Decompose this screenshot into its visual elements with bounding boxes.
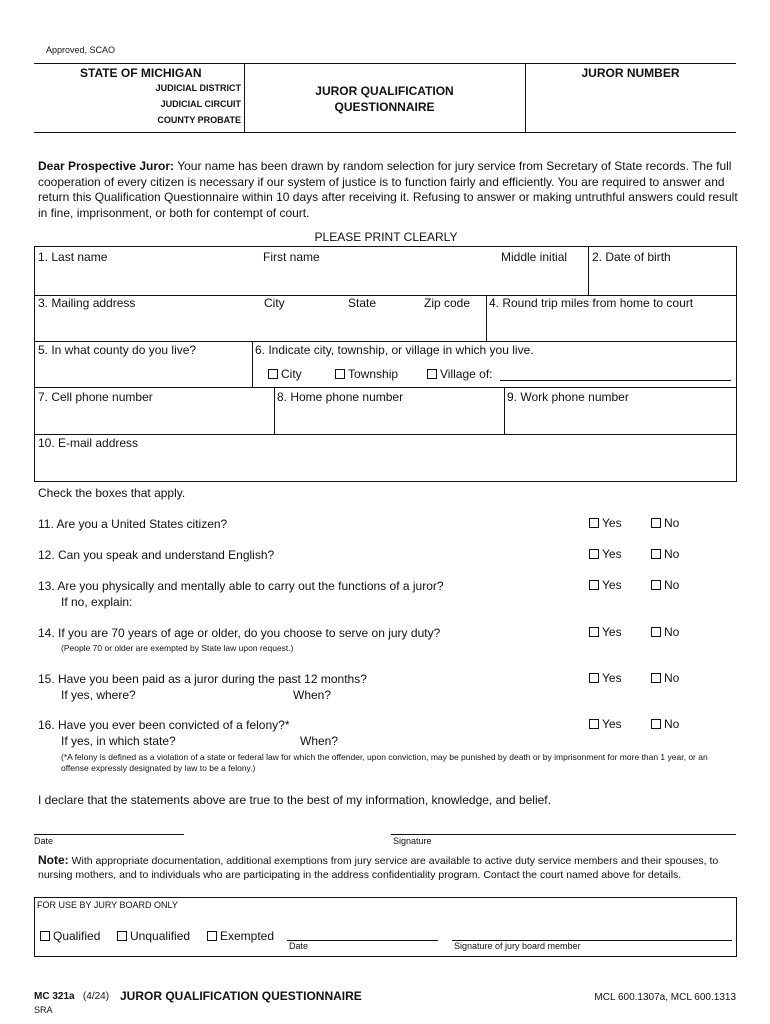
checkbox-q12-no[interactable] [651, 549, 661, 559]
q16-no[interactable]: No [651, 717, 679, 731]
county-field[interactable] [36, 360, 250, 385]
checkbox-q13-yes[interactable] [589, 580, 599, 590]
checkbox-q13-no[interactable] [651, 580, 661, 590]
miles-field[interactable] [488, 312, 735, 339]
board-date-label: Date [289, 941, 309, 951]
board-exempted[interactable]: Exempted [207, 929, 274, 943]
checkbox-q11-yes[interactable] [589, 518, 599, 528]
juror-number-label: JUROR NUMBER [581, 66, 680, 80]
q15-yes[interactable]: Yes [589, 671, 622, 685]
question-14: 14. If you are 70 years of age or older, do you choose to serve on jury duty? [38, 626, 441, 640]
last-name-label: 1. Last name [38, 250, 108, 264]
question-16-when: When? [300, 734, 339, 748]
question-13-explain: If no, explain: [61, 595, 133, 609]
court-judicial-circuit: JUDICIAL CIRCUIT [160, 99, 241, 109]
miles-label: 4. Round trip miles from home to court [489, 296, 694, 310]
q11-no[interactable]: No [651, 516, 679, 530]
board-signature-label: Signature of jury board member [454, 941, 581, 951]
state-label: STATE OF MICHIGAN [80, 66, 202, 80]
jury-board-title: FOR USE BY JURY BOARD ONLY [37, 900, 178, 910]
checkbox-township[interactable] [335, 369, 345, 379]
check-intro: Check the boxes that apply. [38, 486, 186, 500]
mailing-address-field[interactable] [36, 312, 484, 339]
footer-law: MCL 600.1307a, MCL 600.1313 [594, 992, 736, 1003]
home-phone-label: 8. Home phone number [277, 390, 404, 404]
form-title-line1: JUROR QUALIFICATION [315, 84, 454, 98]
middle-initial-label: Middle initial [501, 250, 568, 264]
municipality-label: 6. Indicate city, township, or village in which you live. [255, 343, 534, 357]
juror-number-field[interactable] [530, 84, 730, 128]
form-revision: (4/24) [82, 991, 110, 1002]
intro-greeting: Dear Prospective Juror: [38, 159, 175, 173]
question-15: 15. Have you been paid as a juror during the past 12 months? [38, 672, 367, 686]
q13-yes[interactable]: Yes [589, 578, 622, 592]
q12-no[interactable]: No [651, 547, 679, 561]
q15-no[interactable]: No [651, 671, 679, 685]
q12-yes[interactable]: Yes [589, 547, 622, 561]
question-11: 11. Are you a United States citizen? [38, 517, 228, 531]
print-clearly: PLEASE PRINT CLEARLY [314, 230, 458, 244]
form-id [34, 990, 109, 1003]
form-number: MC 321a [34, 991, 75, 1002]
board-date-line[interactable] [287, 940, 438, 941]
note-text: With appropriate documentation, additional exemptions from jury service are available to active duty service members and their spouses, to nursing mothers, and to individuals who are participating in the address confidentiality program. Contact the court named above for details. [38, 855, 719, 881]
question-16: 16. Have you ever been convicted of a felony?* [38, 718, 290, 732]
footer-sra: SRA [34, 1005, 53, 1015]
q14-no[interactable]: No [651, 625, 679, 639]
work-phone-field[interactable] [506, 406, 735, 432]
checkbox-unqualified[interactable] [117, 931, 127, 941]
checkbox-q12-yes[interactable] [589, 549, 599, 559]
checkbox-city[interactable] [268, 369, 278, 379]
q14-yes[interactable]: Yes [589, 625, 622, 639]
note-label: Note: [38, 853, 69, 867]
home-phone-field[interactable] [276, 406, 502, 432]
question-16-note: (*A felony is defined as a violation of a state or federal law for which the offender, upon conviction, may be punished by death or by imprisonment for more than 1 year, or an offense expressly designated by law to be a felony.) [61, 752, 708, 773]
checkbox-q15-no[interactable] [651, 673, 661, 683]
intro-body: Your name has been drawn by random selection for jury service from Secretary of State records. The full cooperation of every citizen is necessary if our system of justice is to function fairly and efficiently. You are required to answer and return this Qualification Questionnaire within 10 days after receiving it. Refusing to answer or making untruthful answers could result in fine, imprisonment, or both for contempt of court. [38, 159, 738, 220]
checkbox-village[interactable] [427, 369, 437, 379]
question-16-where: If yes, in which state? [61, 734, 176, 748]
work-phone-label: 9. Work phone number [507, 390, 629, 404]
question-14-note: (People 70 or older are exempted by State law upon request.) [61, 643, 294, 653]
zip-label: Zip code [424, 296, 471, 310]
checkbox-q14-no[interactable] [651, 627, 661, 637]
q11-yes[interactable]: Yes [589, 516, 622, 530]
date-line[interactable] [34, 834, 184, 835]
question-15-where: If yes, where? [61, 688, 136, 702]
village-name-line[interactable] [500, 380, 731, 381]
city-label: City [264, 296, 285, 310]
question-13: 13. Are you physically and mentally able to carry out the functions of a juror? [38, 579, 444, 593]
checkbox-exempted[interactable] [207, 931, 217, 941]
question-12: 12. Can you speak and understand English? [38, 548, 275, 562]
board-qualified[interactable]: Qualified [40, 929, 100, 943]
state-field-label: State [348, 296, 377, 310]
footer-title: JUROR QUALIFICATION QUESTIONNAIRE [120, 989, 362, 1003]
approved-note: Approved, SCAO [46, 45, 116, 55]
court-county-probate: COUNTY PROBATE [157, 115, 241, 125]
signature-line[interactable] [391, 834, 736, 835]
email-label: 10. E-mail address [38, 436, 139, 450]
opt-township[interactable]: Township [335, 367, 398, 381]
checkbox-qualified[interactable] [40, 931, 50, 941]
opt-village[interactable]: Village of: [427, 367, 492, 381]
court-judicial-district: JUDICIAL DISTRICT [155, 83, 241, 93]
dob-label: 2. Date of birth [592, 250, 671, 264]
q16-yes[interactable]: Yes [589, 717, 622, 731]
declaration: I declare that the statements above are true to the best of my information, knowledge, and belief. [38, 793, 551, 807]
county-label: 5. In what county do you live? [38, 343, 197, 357]
cell-phone-label: 7. Cell phone number [38, 390, 153, 404]
cell-phone-field[interactable] [36, 406, 272, 432]
form-title-line2: QUESTIONNAIRE [334, 100, 435, 114]
dob-field[interactable] [590, 266, 735, 293]
checkbox-q14-yes[interactable] [589, 627, 599, 637]
note-paragraph [38, 853, 728, 882]
board-unqualified[interactable]: Unqualified [117, 929, 190, 943]
first-name-label: First name [263, 250, 320, 264]
intro-paragraph [38, 159, 738, 221]
question-15-when: When? [293, 688, 332, 702]
checkbox-q15-yes[interactable] [589, 673, 599, 683]
checkbox-q16-no[interactable] [651, 719, 661, 729]
checkbox-q16-yes[interactable] [589, 719, 599, 729]
date-label: Date [34, 836, 54, 846]
q13-no[interactable]: No [651, 578, 679, 592]
opt-city[interactable]: City [268, 367, 302, 381]
email-field[interactable] [36, 452, 735, 480]
mailing-address-label: 3. Mailing address [38, 296, 136, 310]
signature-label: Signature [393, 836, 432, 846]
name-field[interactable] [36, 266, 586, 293]
checkbox-q11-no[interactable] [651, 518, 661, 528]
